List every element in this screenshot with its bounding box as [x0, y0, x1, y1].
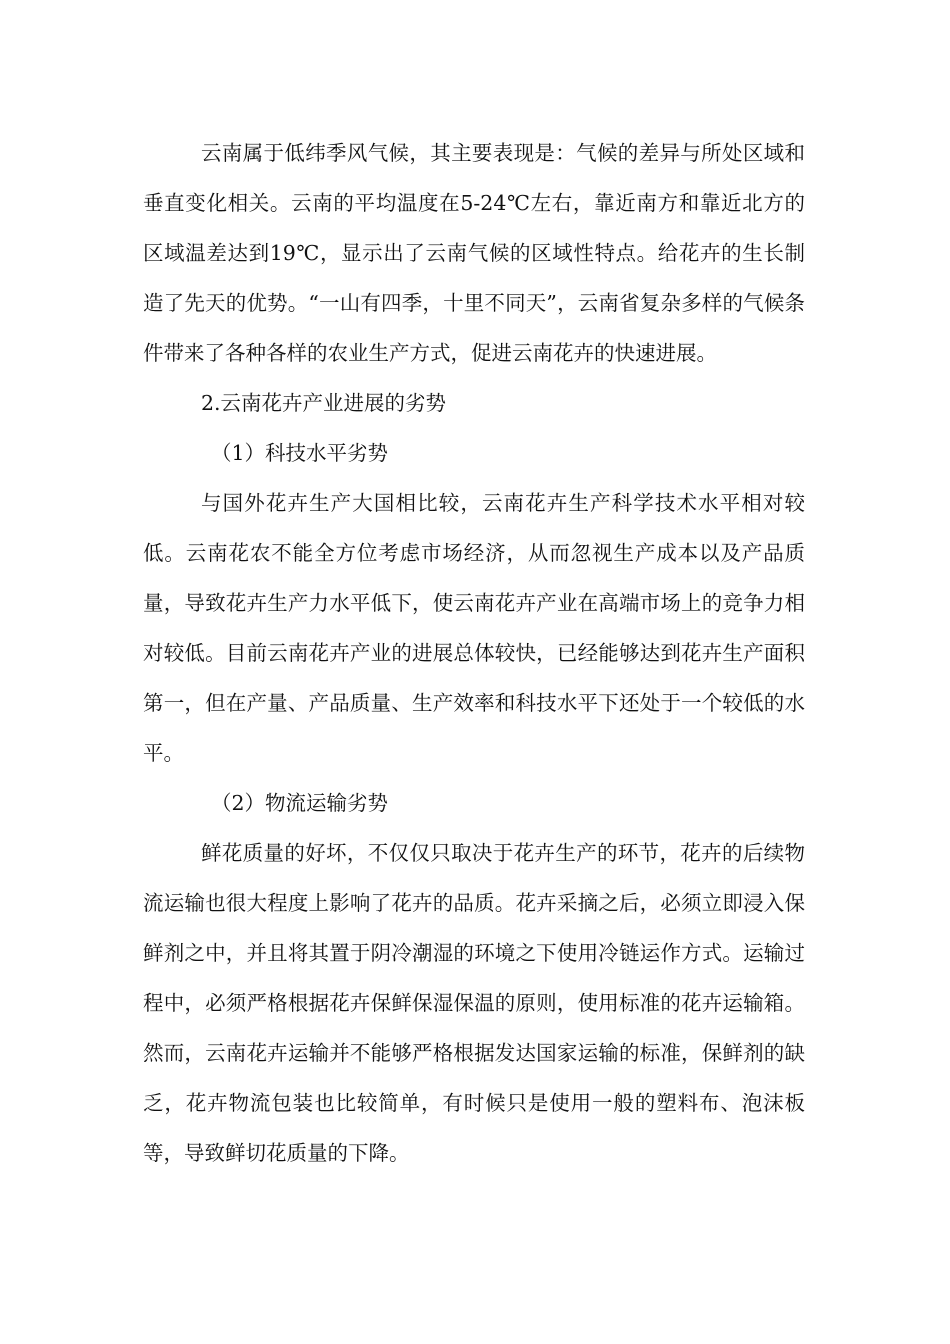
paragraph-technology: 与国外花卉生产大国相比较，云南花卉生产科学技术水平相对较低。云南花农不能全方位考虑市场经济，从而忽视生产成本以及产品质量，导致花卉生产力水平低下，使云南花卉产业在高端市场上的竞争力相对较低。目前云南花卉产业的进展总体较快，已经能够达到花卉生产面积第一，但在产量、产品质量、生产效率和科技水平下还处于一个较低的水平。: [143, 491, 805, 765]
document-body: [143, 128, 805, 1178]
paragraph-logistics: 鲜花质量的好坏，不仅仅只取决于花卉生产的环节，花卉的后续物流运输也很大程度上影响了花卉的品质。花卉采摘之后，必须立即浸入保鲜剂之中，并且将其置于阴冷潮湿的环境之下使用冷链运作方式。运输过程中，必须严格根据花卉保鲜保湿保温的原则，使用标准的花卉运输箱。然而，云南花卉运输并不能够严格根据发达国家运输的标准，保鲜剂的缺乏，花卉物流包装也比较简单，有时候只是使用一般的塑料布、泡沫板等，导致鲜切花质量的下降。: [143, 841, 805, 1165]
section-heading-disadvantages: 2.云南花卉产业进展的劣势: [201, 391, 447, 415]
subheading-logistics: （2）物流运输劣势: [211, 791, 389, 815]
subheading-technology: （1）科技水平劣势: [211, 441, 389, 465]
paragraph-climate: 云南属于低纬季风气候，其主要表现是：气候的差异与所处区域和垂直变化相关。云南的平均温度在5-24℃左右，靠近南方和靠近北方的区域温差达到19℃，显示出了云南气候的区域性特点。给花卉的生长制造了先天的优势。“一山有四季，十里不同天”，云南省复杂多样的气候条件带来了各种各样的农业生产方式，促进云南花卉的快速进展。: [143, 141, 805, 365]
